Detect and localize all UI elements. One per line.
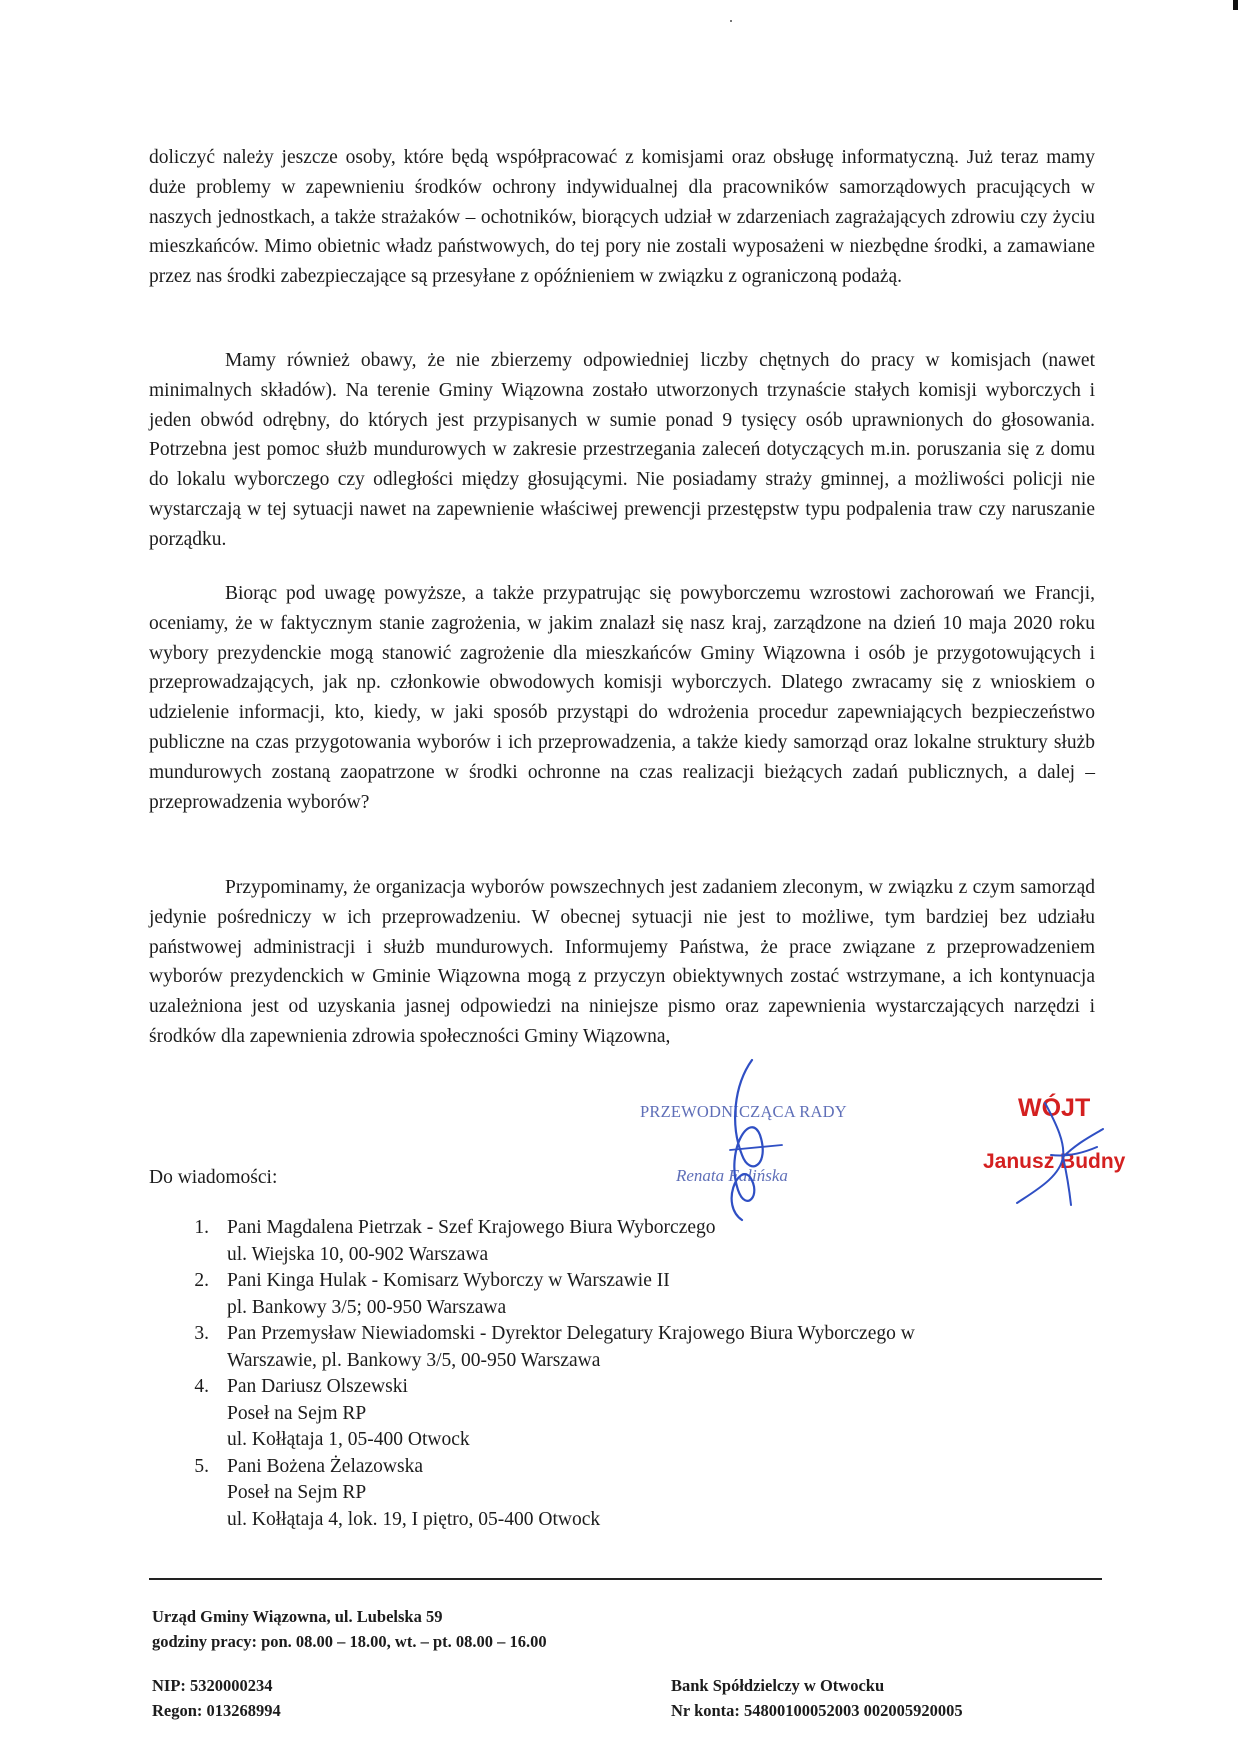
cc-item-line: Pani Kinga Hulak - Komisarz Wyborczy w Warszawie II <box>227 1270 670 1291</box>
footer-nip: NIP: 5320000234 <box>152 1676 273 1695</box>
scan-speck <box>730 20 732 22</box>
chair-stamp-name: Renata Falińska <box>676 1166 788 1185</box>
footer-hours: godziny pracy: pon. 08.00 – 18.00, wt. – pt. 08.00 – 16.00 <box>152 1632 547 1651</box>
cc-item-number: 1. <box>194 1217 209 1238</box>
cc-item-number: 4. <box>194 1376 209 1397</box>
cc-item-number: 2. <box>194 1270 209 1291</box>
cc-item <box>187 1374 1087 1454</box>
footer-divider <box>149 1578 1102 1580</box>
cc-item <box>187 1215 1087 1268</box>
body-paragraph-4: Przypominamy, że organizacja wyborów powszechnych jest zadaniem zleconym, w związku z czym samorząd jedynie pośredniczy w ich przeprowadzeniu. W obecnej sytuacji nie jest to możliwe, tym bardziej bez udziału państwowej administracji i służb mundurowych. Informujemy Państwa, że prace związane z przeprowadzeniem wyborów prezydenckich w Gminie Wiązowna mogą z przyczyn obiektywnych zostać wstrzymane, a ich kontynuacja uzależniona jest od uzyskania jasnej odpowiedzi na niniejsze pismo oraz zapewnienia wystarczających narzędzi i środków dla zapewnienia zdrowia społeczności Gminy Wiązowna, <box>149 877 1095 1047</box>
cc-item <box>187 1321 1087 1374</box>
cc-item-line: Pan Przemysław Niewiadomski - Dyrektor Delegatury Krajowego Biura Wyborczego w <box>227 1323 915 1344</box>
cc-item-number: 5. <box>194 1455 209 1477</box>
body-paragraph-1: doliczyć należy jeszcze osoby, które będą współpracować z komisjami oraz obsługę informatyczną. Już teraz mamy duże problemy w zapewnieniu środków ochrony indywidualnej dla pracowników samorządowych pracujących w naszych jednostkach, a także strażaków – ochotników, biorących udział w zdarzeniach zagrażających zdrowiu czy życiu mieszkańców. Mimo obietnic władz państwowych, do tej pory nie zostali wyposażeni w niezbędne środki, a zamawiane przez nas środki zabezpieczające są przesyłane z opóźnieniem w związku z ograniczoną podażą. <box>149 147 1095 288</box>
cc-item-line: pl. Bankowy 3/5; 00-950 Warszawa <box>227 1296 507 1318</box>
footer-account: Nr konta: 54800100052003 002005920005 <box>671 1701 963 1720</box>
cc-item-line: Pani Bożena Żelazowska <box>227 1455 424 1477</box>
footer-address: Urząd Gminy Wiązowna, ul. Lubelska 59 <box>152 1607 443 1626</box>
cc-item-line: ul. Kołłątaja 4, lok. 19, I piętro, 05-400 Otwock <box>227 1508 601 1530</box>
cc-item-line: ul. Kołłątaja 1, 05-400 Otwock <box>227 1429 470 1450</box>
cc-list <box>187 1215 1087 1533</box>
cc-item <box>187 1268 1087 1321</box>
cc-item <box>187 1454 1087 1534</box>
footer-regon: Regon: 013268994 <box>152 1701 281 1720</box>
chair-stamp-title: PRZEWODNICZĄCA RADY <box>640 1102 847 1121</box>
wojt-stamp-title: WÓJT <box>1018 1094 1091 1122</box>
cc-item-number: 3. <box>194 1323 209 1344</box>
cc-item-line: Pan Dariusz Olszewski <box>227 1376 408 1397</box>
cc-item-line: ul. Wiejska 10, 00-902 Warszawa <box>227 1243 489 1265</box>
cc-item-line: Warszawie, pl. Bankowy 3/5, 00-950 Warszawa <box>227 1349 601 1371</box>
cc-item-line: Poseł na Sejm RP <box>227 1402 367 1424</box>
footer-bank: Bank Spółdzielczy w Otwocku <box>671 1676 885 1695</box>
cc-item-line: Poseł na Sejm RP <box>227 1482 367 1503</box>
body-paragraph-2: Mamy również obawy, że nie zbierzemy odpowiedniej liczby chętnych do pracy w komisjach (nawet minimalnych składów). Na terenie Gminy Wiązowna zostało utworzonych trzynaście stałych komisji wyborczych i jeden obwód odrębny, do których jest przypisanych w sumie ponad 9 tysięcy osób uprawnionych do głosowania. Potrzebna jest pomoc służb mundurowych w zakresie przestrzegania zaleceń dotyczących m.in. poruszania się z domu do lokalu wyborczego czy odległości między głosującymi. Nie posiadamy straży gminnej, a możliwości policji nie wystarczają w tej sytuacji nawet na zapewnienie właściwej prewencji przestępstw typu podpalenia traw czy naruszanie porządku. <box>149 350 1095 550</box>
wojt-signature <box>1005 1095 1115 1210</box>
body-paragraph-3: Biorąc pod uwagę powyższe, a także przypatrując się powyborczemu wzrostowi zachorowań we Francji, oceniamy, że w faktycznym stanie zagrożenia, w jakim znalazł się nasz kraj, zarządzone na dzień 10 maja 2020 roku wybory prezydenckie mogą stanowić zagrożenie dla mieszkańców Gminy Wiązowna i osób je przygotowujących i przeprowadzających, jak np. członkowie obwodowych komisji wyborczych. Dlatego zwracamy się z wnioskiem o udzielenie informacji, kto, kiedy, w jaki sposób przystąpi do wdrożenia procedur zapewniających bezpieczeństwo publiczne na czas przygotowania wyborów i ich przeprowadzenia, a także kiedy samorząd oraz lokalne struktury służb mundurowych zostaną zaopatrzone w środki ochronne na czas realizacji bieżących zadań publicznych, a dalej – przeprowadzenia wyborów? <box>149 583 1095 813</box>
scan-edge-mark <box>1233 0 1238 10</box>
wojt-stamp-name: Janusz Budny <box>983 1150 1126 1173</box>
cc-label: Do wiadomości: <box>149 1167 278 1188</box>
cc-item-line: Pani Magdalena Pietrzak - Szef Krajowego Biura Wyborczego <box>227 1217 716 1238</box>
chair-signature <box>690 1055 800 1225</box>
